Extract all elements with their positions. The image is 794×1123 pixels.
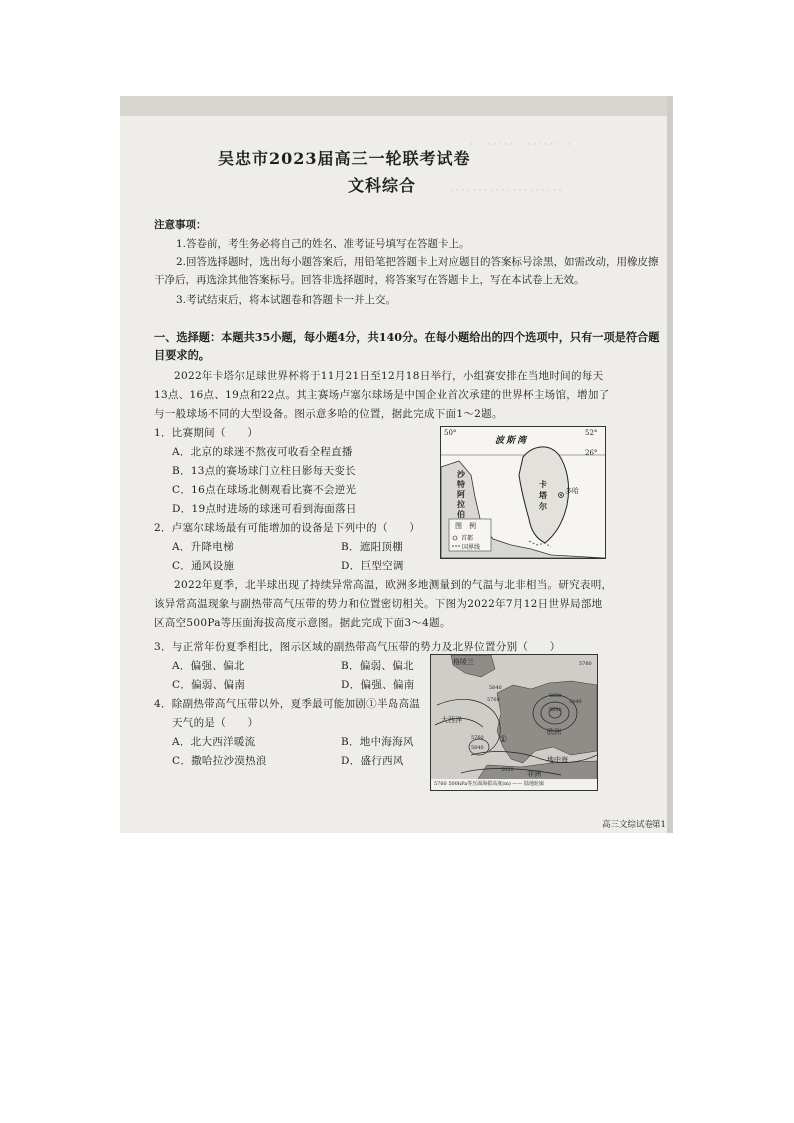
map-label-africa: 非洲 [527, 770, 541, 778]
question-4-option-c: C．撒哈拉沙漠热浪 [172, 755, 267, 767]
bleed-through-text: · · · · · · · · · · · · · · · · · · · · [450, 186, 562, 196]
contour-label: 5680 [549, 693, 562, 699]
contour-label: 5760 [471, 735, 484, 741]
question-1-stem: 1．比赛期间（ ） [154, 427, 259, 439]
question-4-stem: 4．除副热带高气压带以外，夏季最可能加剧①半岛高温 [154, 698, 421, 710]
footer-page: 第1 [652, 820, 666, 830]
question-2-stem: 2．卢塞尔球场最有可能增加的设备是下列中的（ ） [154, 522, 421, 534]
question-3-option-b: B．偏弱、偏北 [341, 660, 414, 672]
legend-capital-label: 首都 [461, 535, 474, 542]
question-4-stem-cont: 天气的是（ ） [172, 717, 259, 729]
sea-label: 波斯湾 [495, 436, 529, 446]
section-heading: 一、选择题：本题共35小题，每小题4分，共140分。在每小题给出的四个选项中，只有一项是符合题 [154, 330, 660, 344]
passage-2-line: 该异常高温现象与副热带高气压带的势力和位置密切相关。下图为2022年7月12日世界局部地 [154, 598, 603, 610]
passage-1-line: 13点、16点、19点和22点。其主赛场卢塞尔球场是中国企业首次承建的世界杯主场馆，增加了 [154, 389, 610, 401]
qatar-location-map [440, 426, 606, 559]
contour-label: 5760 [579, 661, 592, 667]
question-1-option-b: B．13点的赛场球门立柱日影每天变长 [172, 465, 356, 477]
map-label-europe: 欧洲 [547, 728, 561, 736]
question-3-option-a: A．偏强、偏北 [172, 660, 245, 672]
question-3-stem: 3．与正常年份夏季相比，图示区域的副热带高气压带的势力及北界位置分别（ ） [154, 641, 561, 653]
europe-500hpa-map [430, 654, 598, 791]
city-label: 多哈 [565, 487, 579, 495]
contour-label: 5760 [487, 697, 500, 703]
legend-border-label: 国界线 [462, 544, 481, 551]
map-label-atlantic: 大西洋 [441, 716, 462, 724]
latitude-label-left: 50° [444, 429, 457, 437]
question-3-option-d: D．偏强、偏南 [341, 679, 415, 691]
notice-item: 干净后，再选涂其他答案标号。回答非选择题时，将答案写在答题卡上，写在本试卷上无效。 [154, 274, 585, 286]
map-label-greenland: 格陵兰 [453, 658, 474, 666]
exam-title: 吴忠市2023届高三一轮联考试卷 [218, 149, 471, 168]
question-1-option-c: C．16点在球场北侧观看比赛不会逆光 [172, 484, 357, 496]
question-4-option-a: A．北大西洋暖流 [172, 736, 256, 748]
section-heading-cont: 目要求的。 [154, 348, 210, 362]
notice-item: 2.回答选择题时，选出每小题答案后，用铅笔把答题卡上对应题目的答案标号涂黑，如需改动，用橡皮擦 [176, 256, 659, 268]
legend-title: 图 例 [455, 522, 476, 530]
photo-right-edge [667, 96, 673, 833]
exam-paper-photo [120, 96, 673, 833]
footer-label: 高三文综试卷 [602, 820, 654, 830]
map-label-mediterranean: 地中海 [547, 756, 568, 764]
latitude-label-mid: 26° [585, 449, 598, 457]
question-2-option-a: A．升降电梯 [172, 541, 234, 553]
contour-label: 5840 [489, 685, 502, 691]
question-2-option-b: B．遮阳顶棚 [341, 541, 404, 553]
exam-subtitle: 文科综合 [348, 176, 417, 195]
question-3-option-c: C．偏弱、偏南 [172, 679, 246, 691]
contour-label: 5600 [549, 707, 562, 713]
country-left-label: 沙特阿拉伯 [457, 469, 465, 519]
passage-1-line: 与一般球场不同的大型设备。图示意多哈的位置，据此完成下面1～2题。 [154, 408, 503, 420]
map-legend: 5760 500hPa等压面海拔高度(m) —— 陆地轮廓 [434, 781, 545, 787]
notice-item: 1.答卷前，考生务必将自己的姓名、准考证号填写在答题卡上。 [176, 238, 470, 250]
notice-heading: 注意事项： [154, 219, 207, 231]
passage-1-line: 2022年卡塔尔足球世界杯将于11月21日至12月18日举行，小组赛安排在当地时间的每天 [174, 370, 604, 382]
passage-2-line: 区高空500Pa等压面海拔高度示意图。据此完成下面3～4题。 [154, 617, 451, 629]
contour-label: 5920 [501, 767, 514, 773]
question-1-option-a: A．北京的球迷不熬夜可收看全程直播 [172, 446, 353, 458]
contour-label: 5840 [471, 745, 484, 751]
question-2-option-c: C．通风设施 [172, 560, 235, 572]
question-1-option-d: D．19点时进场的球迷可看到海面落日 [172, 503, 357, 515]
map-marker-1: ① [499, 735, 508, 745]
passage-2-line: 2022年夏季，北半球出现了持续异常高温，欧洲多地测量到的气温与北非相当。研究表明， [174, 579, 613, 591]
question-2-option-d: D．巨型空调 [341, 560, 404, 572]
notice-item: 3.考试结束后，将本试题卷和答题卡一并上交。 [176, 294, 397, 306]
bleed-through-text: · · · · · · · · · · · · · · · · · · [470, 140, 571, 150]
question-4-option-b: B．地中海海风 [341, 736, 414, 748]
contour-label: 5840 [569, 699, 582, 705]
latitude-label-right: 52° [585, 429, 598, 437]
question-4-option-d: D．盛行西风 [341, 755, 404, 767]
photo-top-band [120, 96, 673, 116]
country-label: 卡塔尔 [539, 479, 547, 511]
